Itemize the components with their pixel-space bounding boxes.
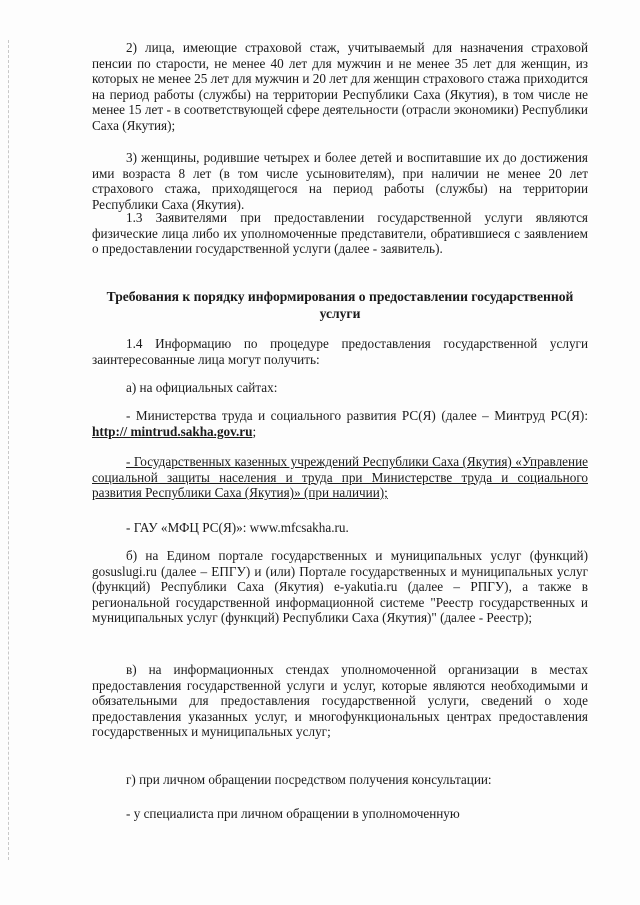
paragraph-kazennye (92, 454, 588, 501)
heading-text: Требования к порядку информирования о предоставлении государственной услуги (106, 289, 574, 321)
paragraph-text: в) на информационных стендах уполномоченной организации в местах предоставления государственной услуги и услуг, которые являются необходимыми и обязательными для предоставления государственной услуги, сведений о ходе предоставления указанных услуг, и многофункциональных центрах предоставления государственных и муниципальных услуг; (92, 662, 588, 740)
paragraph-item-g-1 (92, 806, 588, 822)
paragraph-text (92, 408, 588, 439)
paragraph-mfc (92, 520, 588, 536)
paragraph-text: 1.3 Заявителями при предоставлении государственной услуги являются физические лица либо их уполномоченные представители, обратившиеся с заявлением о предоставлении государственной услуги (далее - заявитель). (92, 210, 588, 257)
paragraph-text: 1.4 Информацию по процедуре предоставления государственной услуги заинтересованные лица могут получить: (92, 336, 588, 367)
paragraph-item-v (92, 662, 588, 740)
paragraph-text: - у специалиста при личном обращении в уполномоченную (126, 806, 460, 821)
ministry-link[interactable]: http:// mintrud.sakha.gov.ru (92, 423, 253, 439)
paragraph-text: 3) женщины, родившие четырех и более детей и воспитавшие их до достижения ими возраста 8 лет (в том числе усыновителям), при наличии не менее 20 лет страхового стажа, приходящегося на период работы (службы) на территории Республики Саха (Якутия). (92, 150, 588, 212)
paragraph-text: г) при личном обращении посредством получения консультации: (126, 772, 492, 787)
section-heading (92, 288, 588, 322)
paragraph-text: - ГАУ «МФЦ РС(Я)»: www.mfcsakha.ru. (126, 520, 349, 535)
scan-edge-line (8, 40, 10, 860)
paragraph-item-b (92, 548, 588, 626)
paragraph-item-a (92, 380, 588, 396)
paragraph-item-2 (92, 40, 588, 134)
paragraph-text: б) на Едином портале государственных и муниципальных услуг (функций) gosuslugi.ru (далее – ЕПГУ) и (или) Портале государственных и муниципальных услуг (функций) Республики Саха (Якутия) e-yakutia.ru (далее – РПГУ), а также в региональной государственной информационной системе "Реестр государственных и муниципальных услуг (функций) Республики Саха (Якутия)" (далее - Реестр); (92, 548, 588, 626)
paragraph-item-1-3 (92, 210, 588, 257)
paragraph-text: - Государственных казенных учреждений Республики Саха (Якутия) «Управление социальной защиты населения и труда при Министерстве труда и социального развития Республики Саха (Якутия)» (при наличии); (92, 454, 588, 501)
paragraph-text: а) на официальных сайтах: (126, 380, 278, 395)
paragraph-item-3 (92, 150, 588, 212)
ministry-prefix: - Министерства труда и социального развития РС(Я) (далее – Минтруд РС(Я): (126, 408, 588, 423)
paragraph-item-1-4 (92, 336, 588, 367)
ministry-suffix: ; (252, 423, 257, 439)
paragraph-ministry (92, 408, 588, 439)
paragraph-item-g (92, 772, 588, 788)
paragraph-text: 2) лица, имеющие страховой стаж, учитываемый для назначения страховой пенсии по старости, не менее 40 лет для мужчин и не менее 35 лет для женщин, из которых не менее 25 лет для мужчин и 20 лет для женщин страхового стажа приходится на период работы (службы) на территории Республики Саха (Якутия), в том числе не менее 15 лет - в соответствующей сфере деятельности (отрасли экономики) Республики Саха (Якутия); (92, 40, 588, 133)
